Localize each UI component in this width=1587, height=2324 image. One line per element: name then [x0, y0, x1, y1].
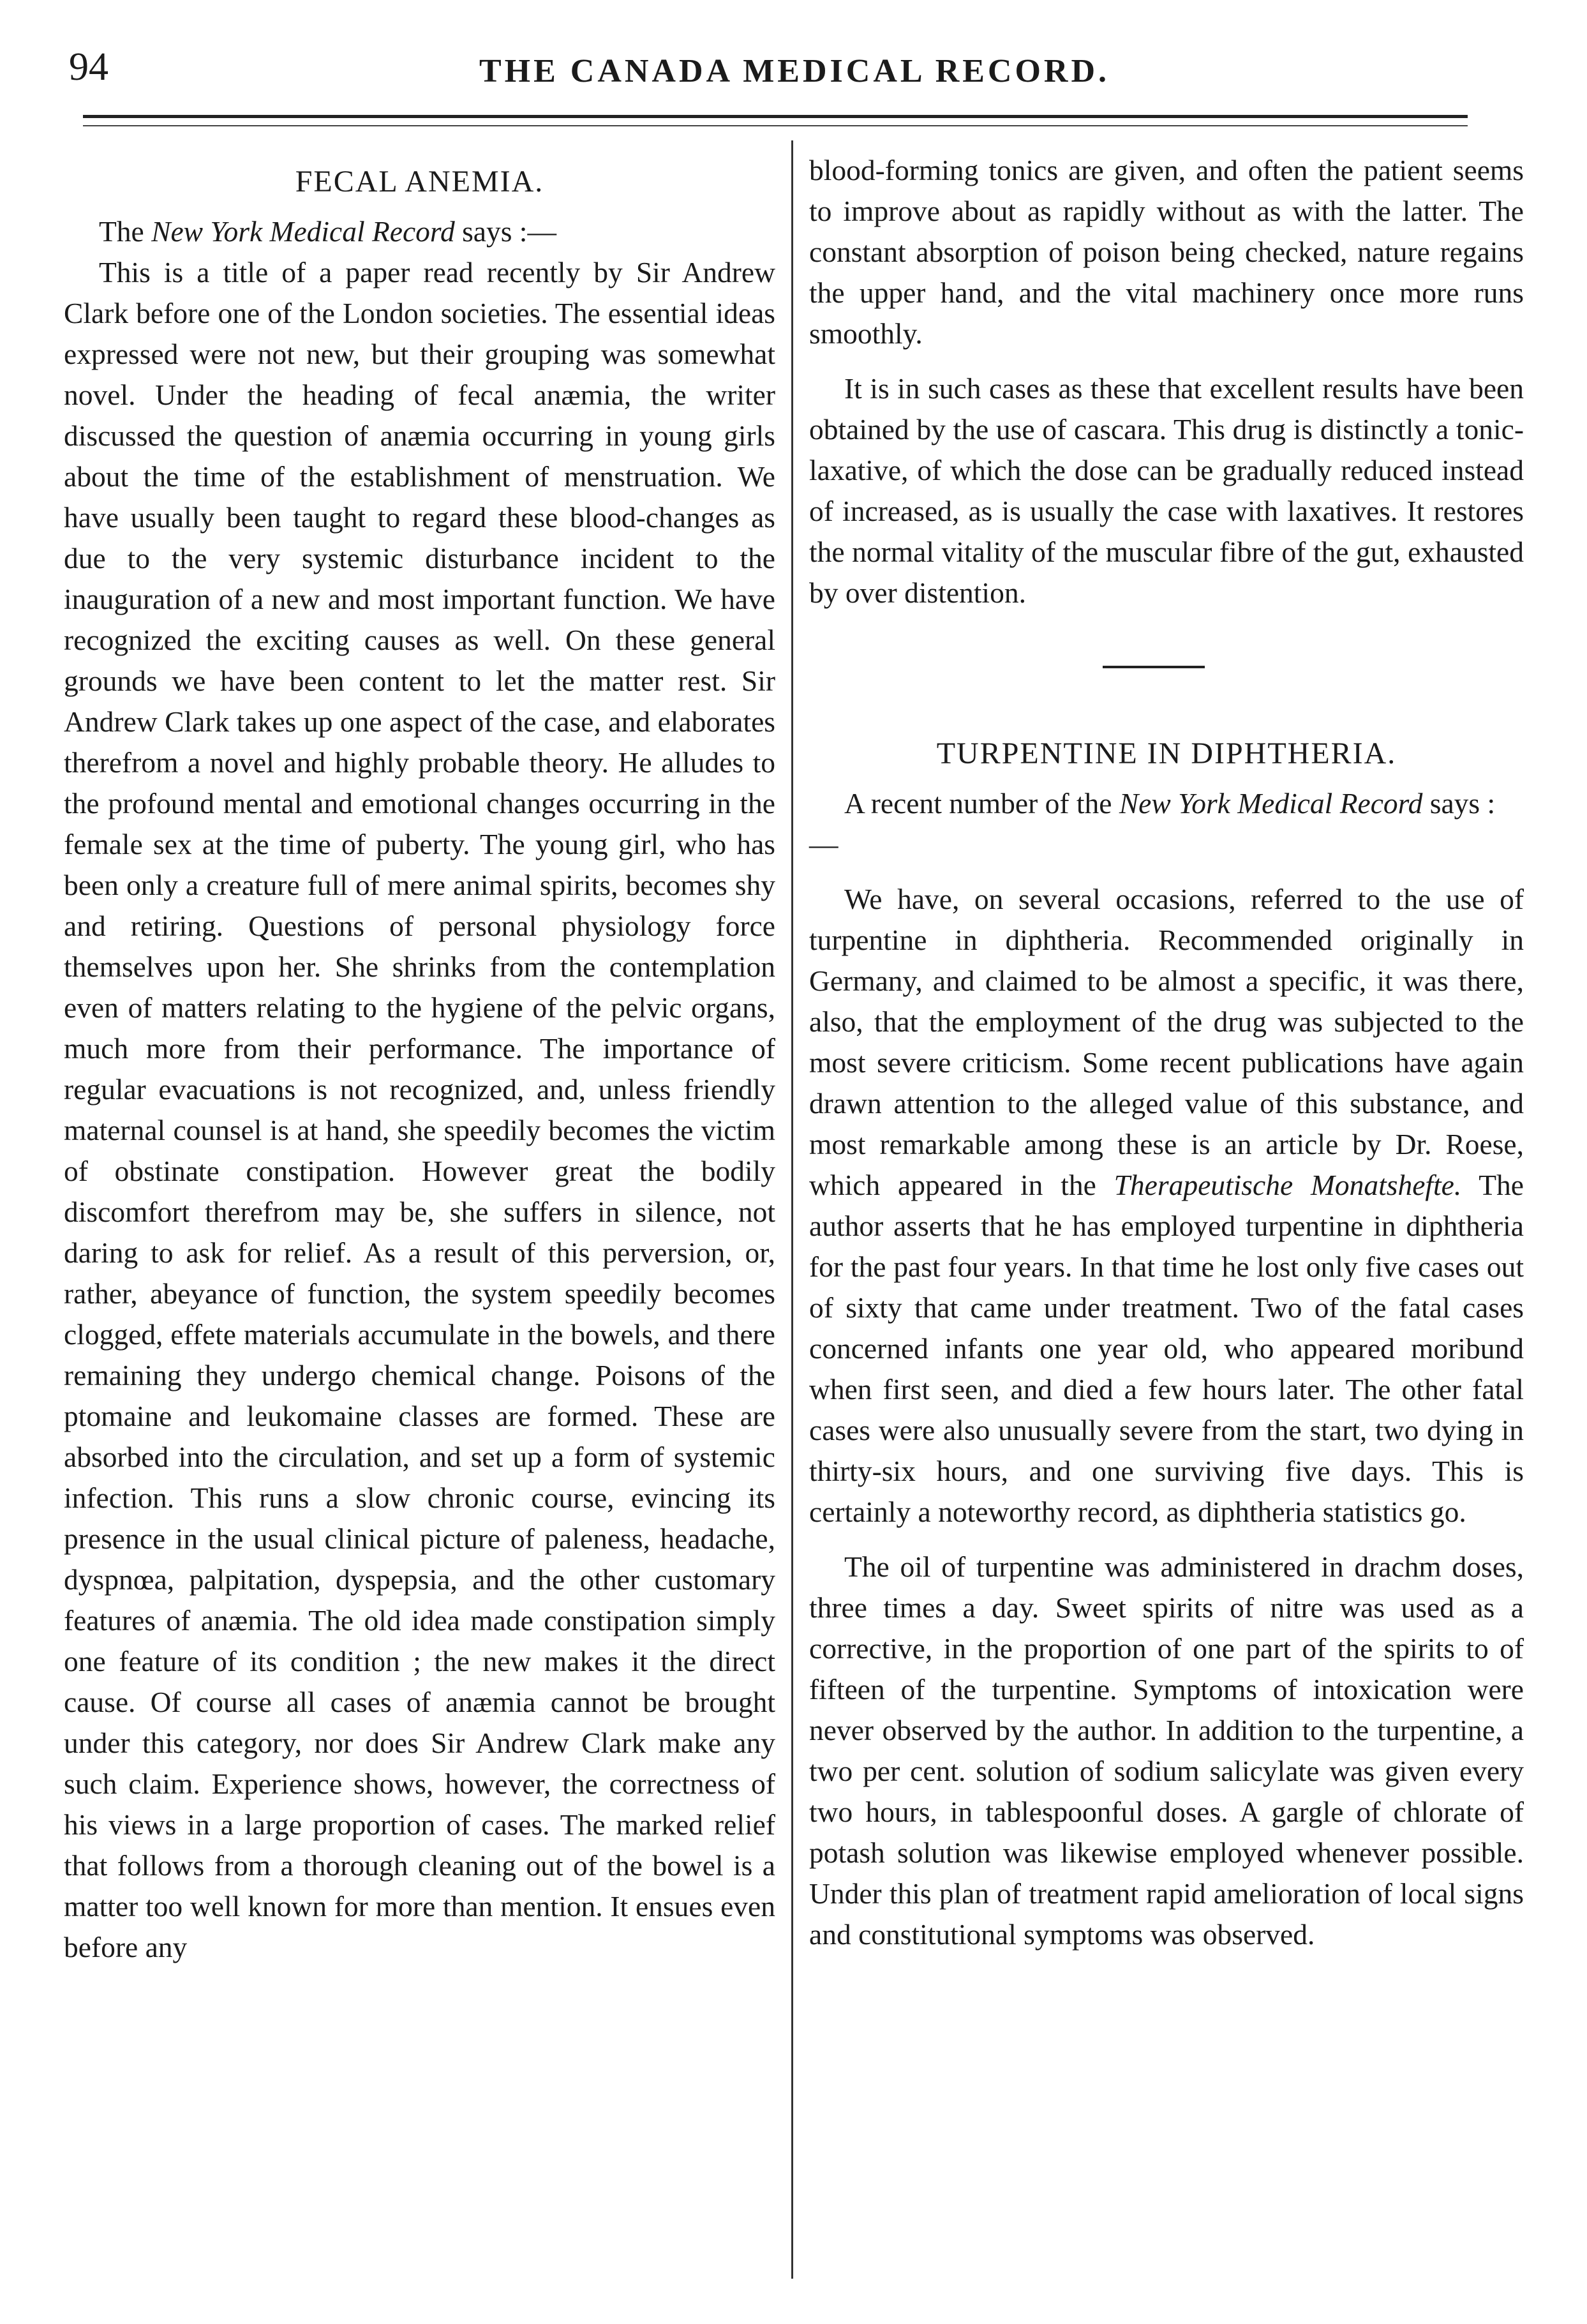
intro-suffix: says :—	[454, 215, 556, 248]
article-intro	[809, 783, 1524, 865]
article-paragraph	[809, 879, 1524, 1533]
section-rule	[1103, 666, 1205, 668]
intro-source: New York Medical Record	[151, 215, 455, 248]
article-heading-fecal-anemia: FECAL ANEMIA.	[295, 165, 544, 199]
right-column	[809, 150, 1524, 1955]
running-header	[64, 38, 1525, 96]
intro-prefix: The	[99, 215, 152, 248]
intro-source: New York Medical Record	[1119, 787, 1423, 820]
header-rule-thin	[83, 125, 1468, 126]
left-column	[64, 150, 775, 1968]
article-paragraph: It is in such cases as these that excellent results have been obtained by the use of cascara. This drug is distinctly a tonic-laxative, of which the dose can be gradually reduced instead of increased, as is usually the case with laxatives. It restores the normal vitality of the muscular fibre of the gut, exhausted by over distention.	[809, 372, 1524, 609]
journal-title: Therapeutische Monatshefte.	[1114, 1169, 1462, 1201]
intro-suffix: says :—	[809, 787, 1496, 860]
column-divider	[791, 140, 793, 2279]
intro-prefix: A recent number of the	[844, 787, 1119, 820]
paragraph-text: We have, on several occasions, referred to the use of turpentine in diphtheria. Recommended originally in Germany, and claimed to be almost a specific, it was there, also, that the employment of the drug was subjected to the most severe criticism. Some recent publications have again drawn attention to the alleged value of this substance, and most remarkable among these is an article by Dr. Roese, which appeared in the	[809, 883, 1524, 1201]
article-intro	[64, 211, 775, 252]
paragraph-text: The author asserts that he has employed turpentine in diphtheria for the past four years. In that time he lost only five cases out of sixty that came under treatment. Two of the fatal cases concerned infants one year old, who appeared moribund when first seen, and died a few hours later. The other fatal cases were also unusually severe from the start, two dying in thirty-six hours, and one surviving five days. This is certainly a noteworthy record, as diphtheria statistics go.	[809, 1169, 1524, 1528]
article-paragraph: This is a title of a paper read recently by Sir Andrew Clark before one of the London societies. The essential ideas expressed were not new, but their grouping was somewhat novel. Under the heading of fecal anæmia, the writer discussed the question of anæmia occurring in young girls about the time of the establishment of menstruation. We have usually been taught to regard these blood-changes as due to the very systemic disturbance incident to the inauguration of a new and most important function. We have recognized the exciting causes as well. On these general grounds we have been content to let the matter rest. Sir Andrew Clark takes up one aspect of the case, and elaborates therefrom a novel and highly probable theory. He alludes to the profound mental and emotional changes occurring in the female sex at the time of puberty. The young girl, who has been only a creature full of mere animal spirits, becomes shy and retiring. Questions of personal physiology force themselves upon her. She shrinks from the contemplation even of matters relating to the hygiene of the pelvic organs, much more from their performance. The importance of regular evacuations is not recognized, and, unless friendly maternal counsel is at hand, she speedily becomes the victim of obstinate constipation. However great the bodily discomfort therefrom may be, she suffers in silence, not daring to ask for relief. As a result of this perversion, or, rather, abeyance of function, the system speedily becomes clogged, effete materials accumulate in the bowels, and there remaining they undergo chemical change. Poisons of the ptomaine and leukomaine classes are formed. These are absorbed into the circulation, and set up a form of systemic infection. This runs a slow chronic course, evincing its presence in the usual clinical picture of paleness, headache, dyspnœa, palpitation, dyspepsia, and the other customary features of anæmia. The old idea made constipation simply one feature of its condition ; the new makes it the direct cause. Of course all cases of anæmia cannot be brought under this category, nor does Sir Andrew Clark make any such claim. Experience shows, however, the correctness of his views in a large proportion of cases. The marked relief that follows from a thorough cleaning out of the bowel is a matter too well known for more than mention. It ensues even before any	[64, 256, 775, 1963]
running-title: THE CANADA MEDICAL RECORD.	[479, 53, 1110, 89]
article-continuation: blood-forming tonics are given, and often the patient seems to improve about as rapidly without as with the latter. The constant absorption of poison being checked, nature regains the upper hand, and the vital machinery once more runs smoothly.	[809, 154, 1524, 350]
article-paragraph: The oil of turpentine was administered in drachm doses, three times a day. Sweet spirits of nitre was used as a corrective, in the proportion of one part of the spirits to of fifteen of the turpentine. Symptoms of intoxication were never observed by the author. In addition to the turpentine, a two per cent. solution of sodium salicylate was given every two hours, in tablespoonful doses. A gargle of chlorate of potash solution was likewise employed whenever possible. Under this plan of treatment rapid amelioration of local signs and constitutional symptoms was observed.	[809, 1550, 1524, 1951]
header-rule	[83, 115, 1468, 118]
page-number: 94	[69, 45, 108, 89]
article-heading-turpentine: TURPENTINE IN DIPHTHERIA.	[936, 737, 1397, 770]
section-separator	[809, 613, 1524, 722]
